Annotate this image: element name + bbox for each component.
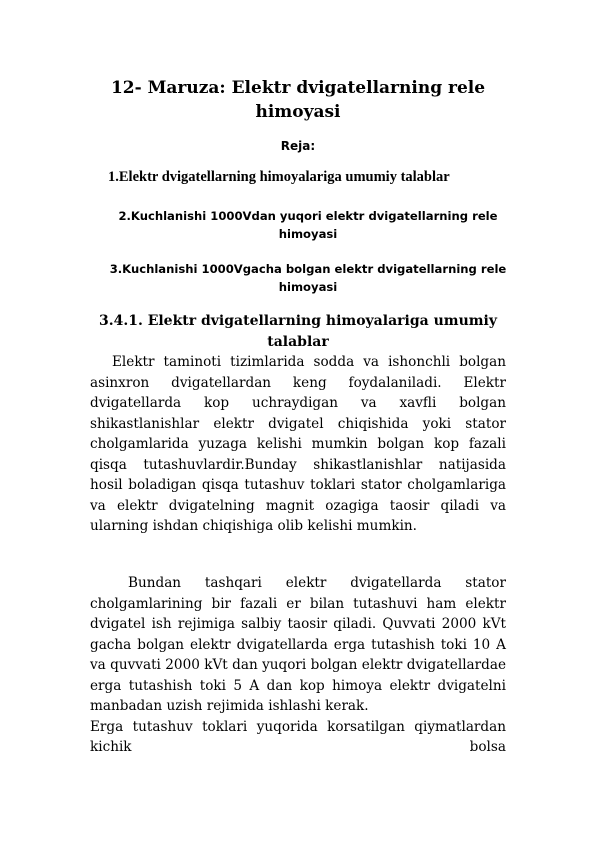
plan-item-2: 2.Kuchlanishi 1000Vdan yuqori elektr dvigatellarning rele himoyasi [118, 209, 498, 241]
plan-item-3: 3.Kuchlanishi 1000Vgacha bolgan elektr dvigatellarning rele himoyasi [109, 262, 507, 294]
plan-label: Reja: [280, 139, 316, 153]
paragraph-2-text: Bundan tashqari elektr dvigatellarda stator cholgamlarining bir fazali er bilan tutashuvi ham elektr dvigatel ish rejimiga salbiy taosir qiladi. Quvvati 2000 kVt gacha bolgan elektr dvigatellarda erga tutashish toki 10 A va quvvati 2000 kVt dan yuqori bolgan elektr dvigatellardae erga tutashish toki 5 A dan kop himoya elektr dvigatelni manbadan uzish rejimida ishlashi kerak. [90, 575, 506, 714]
lecture-title: 12- Maruza: Elektr dvigatellarning rele himoyasi [110, 78, 486, 122]
plan-item-1: 1.Elektr dvigatellarning himoyalariga umumiy talablar [108, 169, 450, 185]
paragraph-2-continuation: Erga tutashuv toklari yuqorida korsatilgan qiymatlardan kichik bolsa [90, 718, 506, 755]
paragraph-1: Elektr taminoti tizimlarida sodda va ishonchli bolgan asinxron dvigatellardan keng foydalaniladi. Elektr dvigatellarda kop uchraydigan va xavfli bolgan shikastlanishlar elektr dvigatel chiqishida yoki stator cholgamlarida yuzaga kelishi mumkin bolgan kop fazali qisqa tutashuvlardir.Bunday shikastlanishlar natijasida hosil boladigan qisqa tutashuv toklari stator cholgamlariga va elektr dvigatelning magnit ozagiga taosir qiladi va ularning ishdan chiqishiga olib kelishi mumkin. [90, 354, 506, 534]
paragraph-2 [90, 573, 506, 758]
section-heading: 3.4.1. Elektr dvigatellarning himoyalariga umumiy talablar [98, 313, 498, 350]
